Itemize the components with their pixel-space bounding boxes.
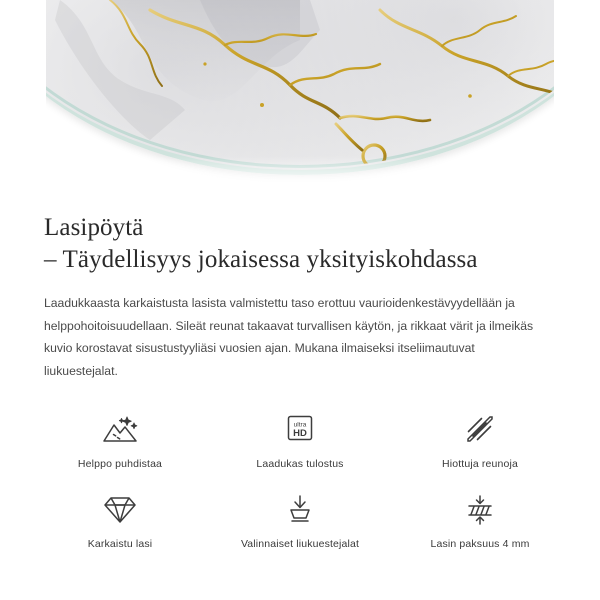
feature-label: Laadukas tulostus	[256, 458, 344, 471]
thickness-arrows-icon	[460, 488, 500, 530]
headline-line-1: Lasipöytä	[44, 214, 144, 241]
text-content	[0, 190, 600, 382]
feature-label: Helppo puhdistaa	[77, 458, 163, 471]
feature-item-anti-slip-feet	[210, 488, 390, 550]
feature-label: Valinnaiset liukuestejalat	[240, 538, 360, 551]
glass-table-top	[0, 0, 600, 175]
svg-text:HD: HD	[293, 428, 307, 440]
ultra-hd-icon	[280, 408, 320, 450]
feature-item-polished-edges	[390, 408, 570, 470]
page-title	[44, 212, 556, 276]
diamond-icon	[100, 488, 140, 530]
feature-item-easy-clean	[30, 408, 210, 470]
feature-item-tempered-glass	[30, 488, 210, 550]
feature-label: Hiottuja reunoja	[442, 458, 518, 471]
sparkle-mountain-icon	[100, 408, 140, 450]
hero-right-margin	[554, 0, 600, 190]
svg-text:ultra: ultra	[293, 421, 307, 429]
description-paragraph: Laadukkaasta karkaistusta lasista valmistettu taso erottuu vaurioidenkestävyydellään ja helppohoitoisuudellaan. Sileät reunat takaavat turvallisen käytön, ja rikkaat värit ja ilmeikäs kuvio korostavat sisustustyyliäsi vuosien ajan. Mukana ilmaiseksi itseliimautuvat liukuestejalat.	[44, 296, 534, 378]
feature-item-glass-thickness	[390, 488, 570, 550]
headline-line-2: – Täydellisyys jokaisessa yksityiskohdassa	[44, 246, 478, 273]
feature-grid	[0, 408, 600, 550]
anti-slip-foot-icon	[280, 488, 320, 530]
hero-image	[0, 0, 600, 190]
hero-left-margin	[0, 0, 46, 190]
feature-label: Lasin paksuus 4 mm	[430, 538, 530, 551]
polished-edges-icon	[460, 408, 500, 450]
feature-label: Karkaistu lasi	[87, 538, 153, 551]
feature-item-print-quality	[210, 408, 390, 470]
